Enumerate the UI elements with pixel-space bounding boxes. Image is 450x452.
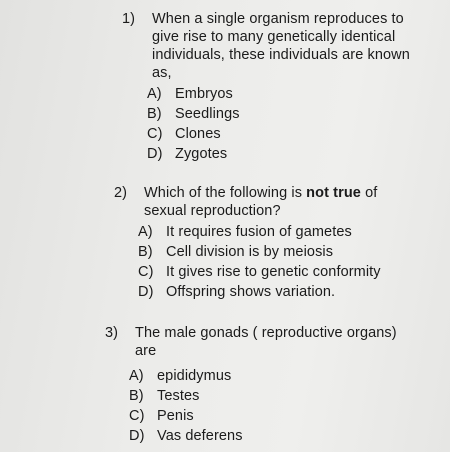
question-text-part: Which of the following is: [144, 185, 307, 201]
option-b: [129, 386, 440, 406]
question-text-line: individuals, these individuals are known: [152, 47, 410, 63]
question-1: [122, 10, 442, 164]
option-d: [138, 282, 434, 302]
option-d: [129, 426, 440, 446]
option-b: [147, 104, 442, 124]
option-letter: A): [129, 368, 144, 384]
option-text: Seedlings: [175, 106, 240, 122]
option-a: [129, 366, 440, 386]
option-letter: B): [147, 106, 162, 122]
option-letter: D): [129, 428, 145, 444]
question-number: 2): [114, 185, 128, 201]
option-letter: C): [147, 126, 163, 142]
question-text-line: as,: [152, 65, 172, 81]
option-text: Zygotes: [175, 146, 228, 162]
option-text: Offspring shows variation.: [166, 284, 336, 300]
question-3: [105, 324, 440, 446]
option-letter: A): [138, 224, 153, 240]
answer-options: [138, 222, 434, 302]
option-letter: B): [129, 388, 144, 404]
answer-options: [147, 84, 442, 164]
option-letter: C): [138, 264, 154, 280]
option-letter: D): [147, 146, 163, 162]
option-letter: C): [129, 408, 145, 424]
question-text-line: [144, 184, 434, 202]
answer-options: [129, 366, 440, 446]
option-text: Penis: [157, 408, 194, 424]
option-c: [147, 124, 442, 144]
option-b: [138, 242, 434, 262]
option-d: [147, 144, 442, 164]
option-text: epididymus: [157, 368, 232, 384]
option-a: [147, 84, 442, 104]
option-text: Vas deferens: [157, 428, 243, 444]
option-text: Embryos: [175, 86, 233, 102]
question-text: [152, 10, 442, 82]
option-letter: A): [147, 86, 162, 102]
question-text-line: When a single organism reproduces to: [152, 11, 404, 27]
question-2: [114, 184, 434, 302]
question-text-line: The male gonads ( reproductive organs): [135, 325, 397, 341]
question-text-line: sexual reproduction?: [144, 203, 281, 219]
question-number: 3): [105, 325, 119, 341]
option-letter: B): [138, 244, 153, 260]
question-text-part: of: [360, 185, 378, 201]
option-c: [138, 262, 434, 282]
option-text: It gives rise to genetic conformity: [166, 264, 381, 280]
option-letter: D): [138, 284, 154, 300]
option-text: Testes: [157, 388, 200, 404]
option-text: Cell division is by meiosis: [166, 244, 334, 260]
option-a: [138, 222, 434, 242]
option-text: Clones: [175, 126, 221, 142]
option-c: [129, 406, 440, 426]
question-text-line: are: [135, 343, 157, 359]
question-number: 1): [122, 11, 136, 27]
emphasis-not-true: not true: [306, 185, 361, 201]
option-text: It requires fusion of gametes: [166, 224, 352, 240]
question-text: [144, 184, 434, 220]
question-text-line: give rise to many genetically identical: [152, 29, 396, 45]
question-text: [135, 324, 440, 360]
